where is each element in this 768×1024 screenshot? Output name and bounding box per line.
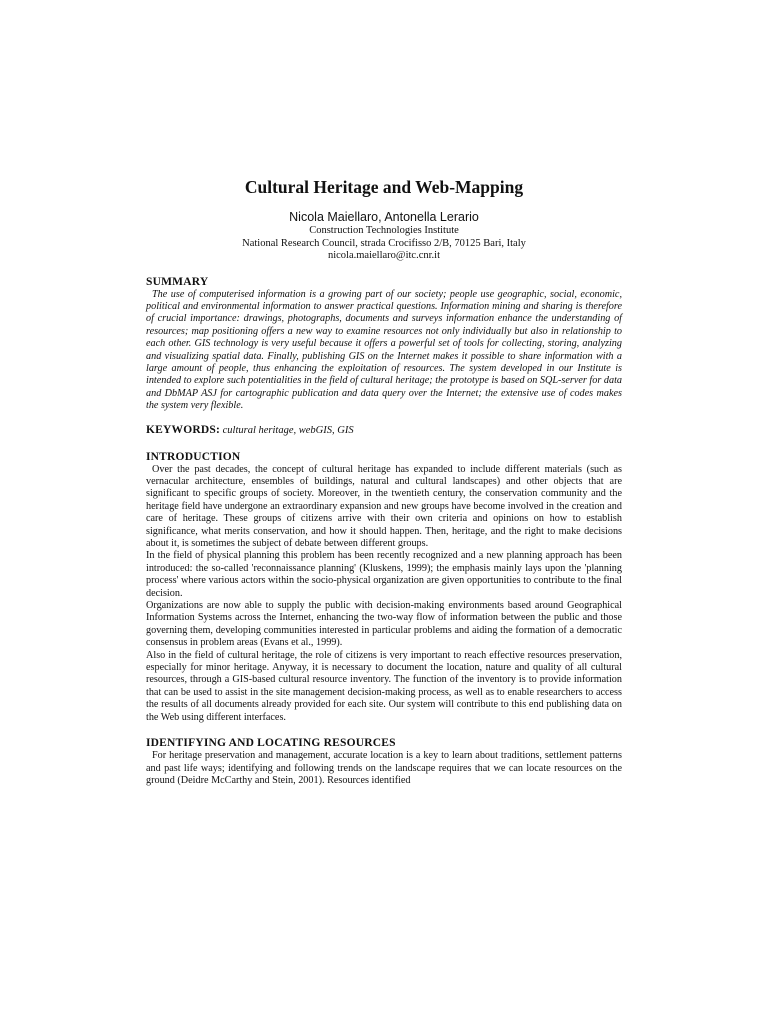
introduction-section	[146, 450, 622, 725]
affiliation-institute: Construction Technologies Institute	[309, 225, 459, 236]
summary-heading: SUMMARY	[146, 275, 209, 288]
introduction-heading: INTRODUCTION	[146, 450, 241, 463]
summary-text: The use of computerised information is a growing part of our society; people use geographic, social, economic, political and environmental information to answer practical questions. Information mining and sharing is therefore of crucial importance: drawings, photographs, documents and surveys information enhance the understanding of resources; map positioning offers a new way to examine resources not only individually but also in relationship to each other. GIS technology is very useful because it offers a powerful set of tools for collecting, storing, analyzing and visualizing spatial data. Finally, publishing GIS on the Internet makes it possible to share information with a large amount of people, thus enhancing the exploitation of resources. The system developed in our Institute is intended to explore such potentialities in the field of cultural heritage; the prototype is based on SQL-server for data and DbMAP ASJ for cartographic publication and data query over the Internet; the extensive use of codes makes the system very flexible.	[146, 288, 622, 412]
keywords-line	[146, 423, 622, 438]
identifying-section	[146, 736, 622, 787]
identifying-heading: IDENTIFYING AND LOCATING RESOURCES	[146, 737, 396, 750]
keywords-value: cultural heritage, webGIS, GIS	[222, 424, 354, 436]
affiliation-email: nicola.maiellaro@itc.cnr.it	[327, 250, 440, 261]
affiliation-address: National Research Council, strada Crocifisso 2/B, 70125 Bari, Italy	[242, 237, 526, 249]
paper-body	[146, 176, 622, 787]
paper-title: Cultural Heritage and Web-Mapping	[244, 177, 524, 197]
introduction-paragraph: In the field of physical planning this problem has been recently recognized and a new planning approach has been introduced: the so-called 'reconnaissance planning' (Kluskens, 1999); the emphasis mainly lays upon the 'planning process' where various actors within the socio-physical organization are given opportunities to contribute to the final decision.	[146, 550, 622, 599]
identifying-paragraph: For heritage preservation and management, accurate location is a key to learn about traditions, settlement patterns and past life ways; identifying and following trends on the landscape requires that we can locate resources on the ground (Deidre McCarthy and Stein, 2001). Resources identified	[146, 750, 622, 786]
introduction-paragraph: Over the past decades, the concept of cultural heritage has expanded to include different materials (such as vernacular architecture, ensembles of buildings, natural and cultural landscapes) and other objects that are significant to specific groups of society. Moreover, in the twentieth century, the conservation community and the heritage field have undergone an extraordinary expansion and new groups have become involved in the creation and care of heritage. These groups of citizens arrive with their own criteria and opinions on how to establish significance, what merits conservation, and how it should happen. Then, heritage, and the right to make decisions about it, is sometimes the subject of debate between different groups.	[146, 463, 622, 549]
introduction-paragraph: Also in the field of cultural heritage, the role of citizens is very important to reach effective resources preservation, especially for minor heritage. Anyway, it is necessary to document the location, nature and quality of all cultural resources, through a GIS-based cultural resource inventory. The function of the inventory is to provide information that can be used to assist in the site management decision-making process, as well as to enable researchers to access the results of all documents already provided for each site. Our system will contribute to this end publishing data on the Web using different interfaces.	[146, 649, 622, 723]
paper-authors: Nicola Maiellaro, Antonella Lerario	[289, 210, 479, 224]
introduction-paragraph: Organizations are now able to supply the public with decision-making environments based around Geographical Information Systems across the Internet, enhancing the two-way flow of information between the public and those governing them, developing communities interested in particular problems and aiding the formation of a democratic consensus in problem areas (Evans et al., 1999).	[146, 600, 622, 649]
keywords-label: KEYWORDS:	[146, 423, 221, 436]
